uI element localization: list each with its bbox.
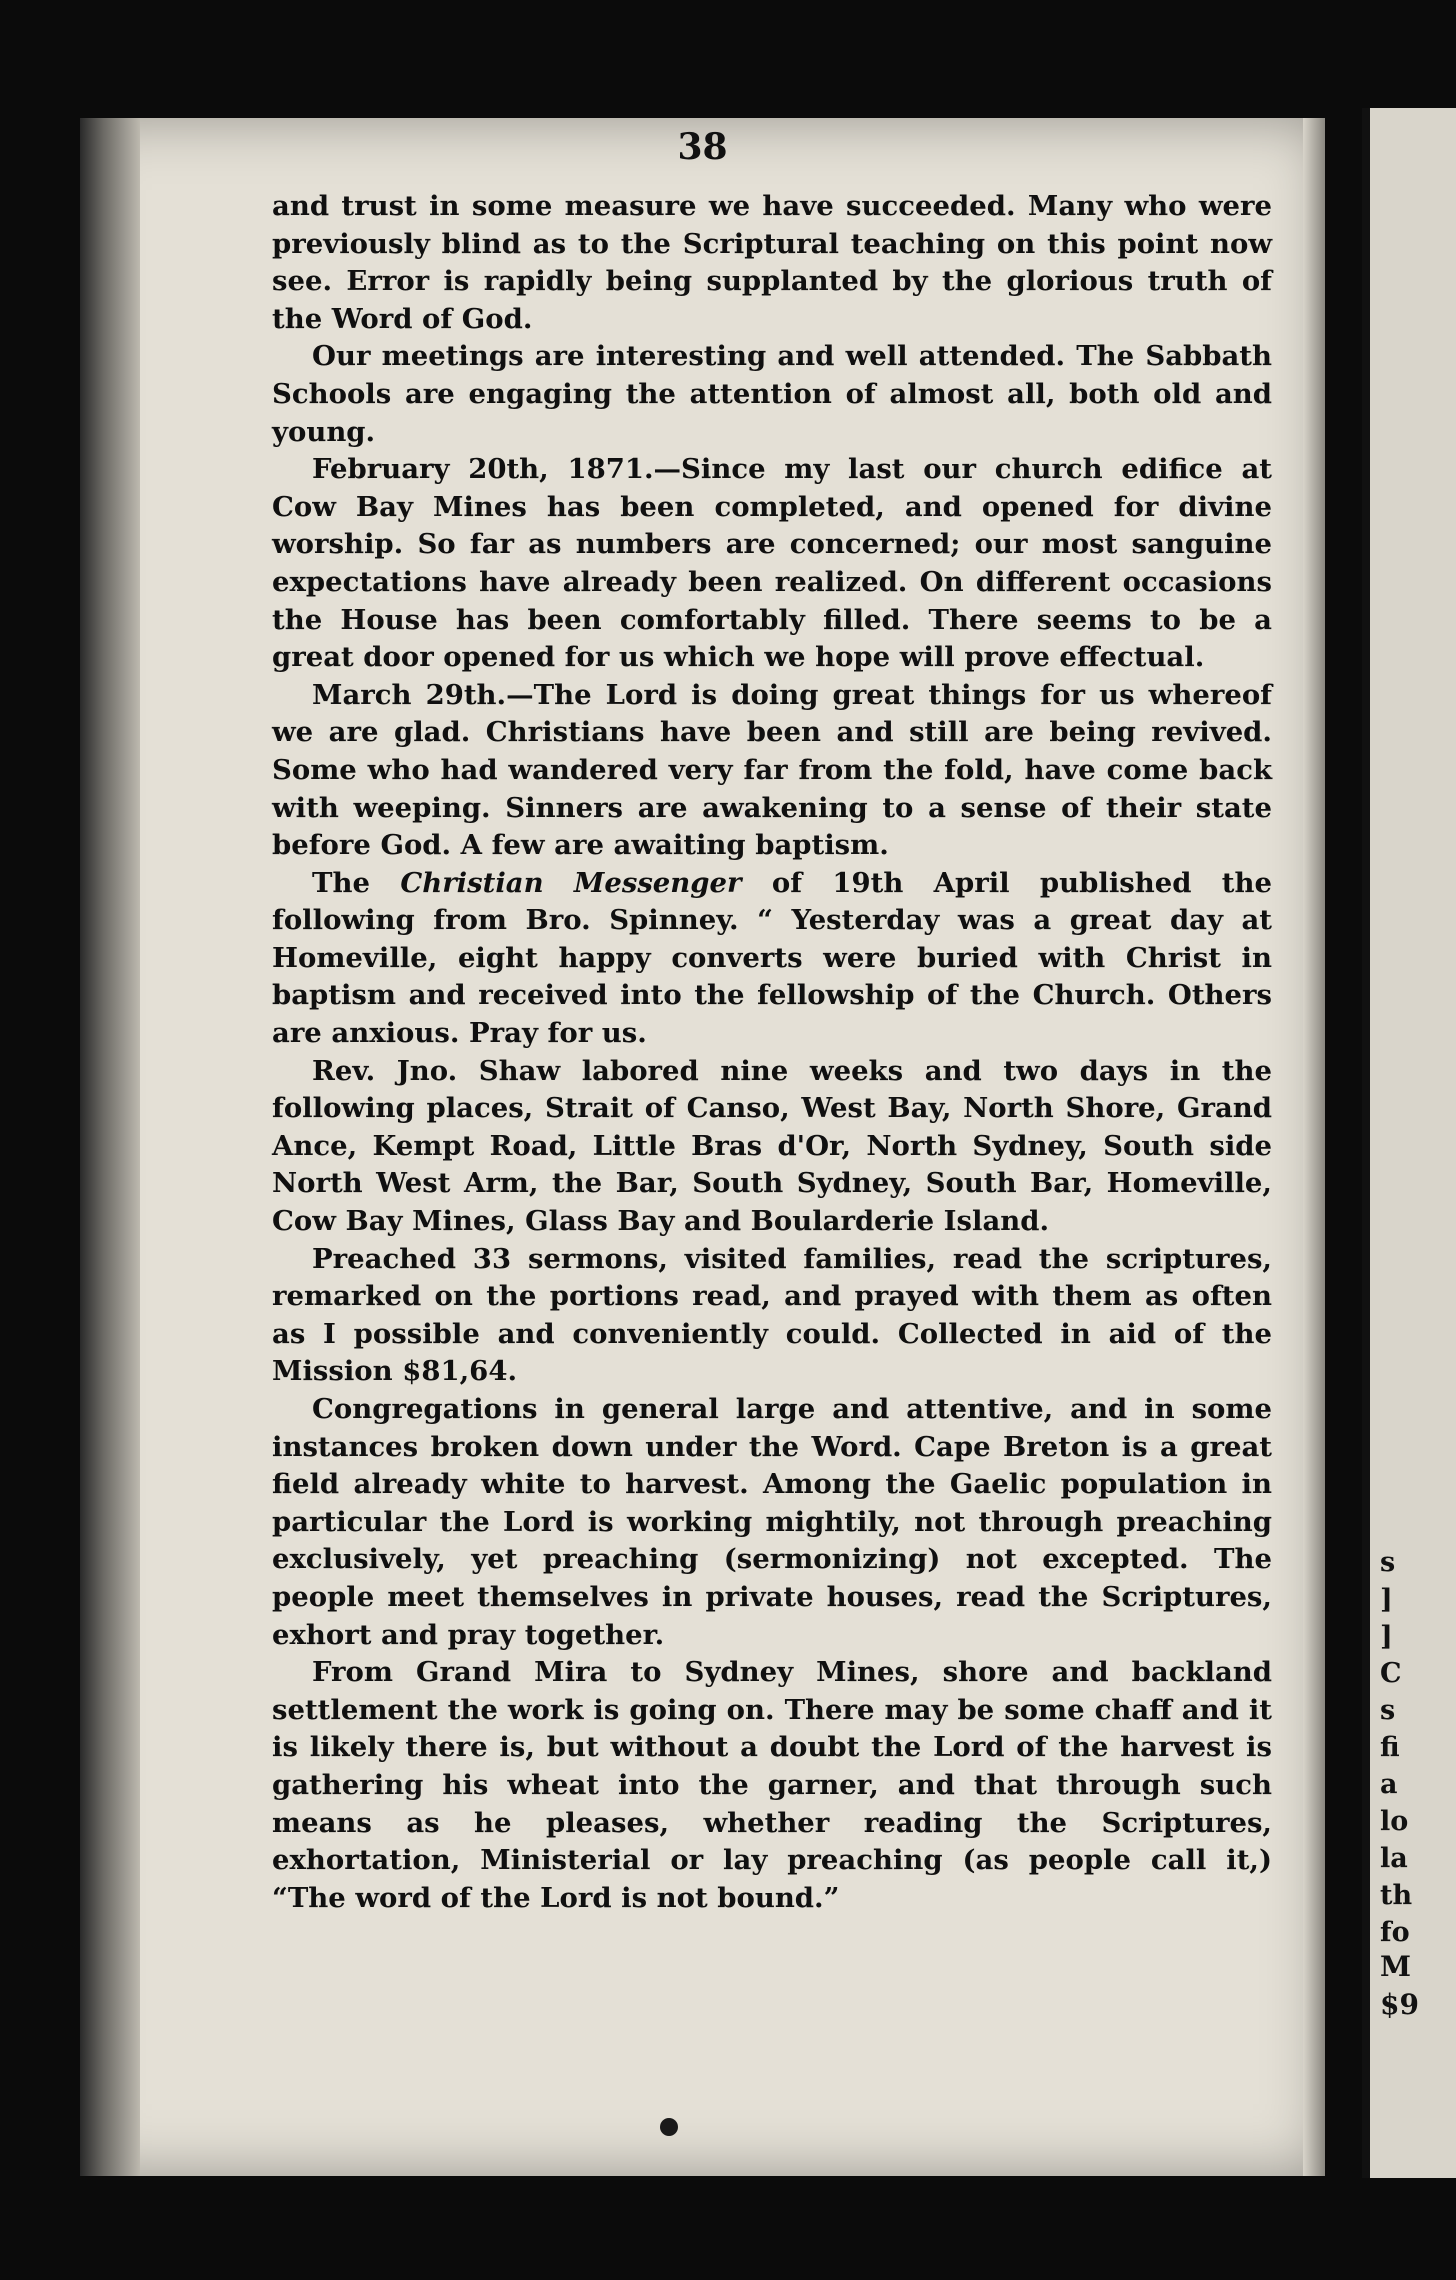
book-page <box>80 118 1325 2176</box>
paragraph: Congregations in general large and attentive, and in some instances broken down under the Word. Cape Breton is a great field already white to harvest. Among the Gaelic population in particular the Lord is working mightily, not through preaching exclusively, yet preaching (sermonizing) not excepted. The people meet themselves in private houses, read the Scriptures, exhort and pray together. <box>272 1393 1272 1651</box>
paragraph-messenger-after: of 19th April published the following from Bro. Spinney. “ Yesterday was a great day at Homeville, eight happy converts were buried with Christ in baptism and received into the fellowship of the Church. Others are anxious. Pray for us. <box>272 866 1273 1050</box>
fragment: a <box>1380 1769 1398 1800</box>
fragment: ] <box>1380 1621 1393 1652</box>
fragment: ] <box>1380 1584 1393 1615</box>
paragraph: Preached 33 sermons, visited families, read the scriptures, remarked on the portions read, and prayed with them as often as I possible and conveniently could. Collected in aid of the Mission $81,64. <box>272 1242 1272 1388</box>
paragraph: March 29th.—The Lord is doing great things for us whereof we are glad. Christians have been and still are being revived. Some who had wandered very far from the fold, have come back with weeping. Sinners are awakening to a sense of their state before God. A few are awaiting baptism. <box>272 678 1272 862</box>
paragraph: February 20th, 1871.—Since my last our church edifice at Cow Bay Mines has been completed, and opened for divine worship. So far as numbers are concerned; our most sanguine expectations have already been realized. On different occasions the House has been comfortably filled. There seems to be a great door opened for us which we hope will prove effectual. <box>272 453 1272 674</box>
fragment: fo <box>1380 1917 1410 1948</box>
adjacent-page-strip <box>1362 108 1456 2178</box>
paragraph: Rev. Jno. Shaw labored nine weeks and two days in the following places, Strait of Canso, West Bay, North Shore, Grand Ance, Kempt Road, Little Bras d'Or, North Sydney, South side North West Arm, the Bar, South Sydney, South Bar, Homeville, Cow Bay Mines, Glass Bay and Boularderie Island. <box>272 1054 1272 1238</box>
paragraph-messenger <box>272 865 1272 1053</box>
binding-hole <box>660 2118 678 2136</box>
page-body-text <box>272 188 1272 1917</box>
fragment: $9 <box>1380 1988 1419 2021</box>
fragment: th <box>1380 1880 1413 1911</box>
fragment: C <box>1380 1658 1402 1689</box>
paragraph-messenger-before: The <box>312 866 370 899</box>
periodical-title: Christian Messenger <box>400 866 742 899</box>
paragraph: From Grand Mira to Sydney Mines, shore and backland settlement the work is going on. There may be some chaff and it is likely there is, but without a doubt the Lord of the harvest is gathering his wheat into the garner, and that through such means as he pleases, whether reading the Scriptures, exhortation, Ministerial or lay preaching (as people call it,) “The word of the Lord is not bound.” <box>272 1656 1272 1914</box>
fragment: M <box>1380 1950 1411 1983</box>
adjacent-page-tail <box>1380 1948 1419 2024</box>
fragment: s <box>1380 1695 1396 1726</box>
adjacent-page-fragments <box>1380 1544 1412 1951</box>
page-number: 38 <box>677 126 728 168</box>
fragment: la <box>1380 1843 1408 1874</box>
page-gutter <box>1362 108 1370 2178</box>
fragment: fi <box>1380 1732 1400 1763</box>
paragraph: Our meetings are interesting and well attended. The Sabbath Schools are engaging the attention of almost all, both old and young. <box>272 340 1272 448</box>
fragment: lo <box>1380 1806 1409 1837</box>
paragraph: and trust in some measure we have succeeded. Many who were previously blind as to the Scriptural teaching on this point now see. Error is rapidly being supplanted by the glorious truth of the Word of God. <box>272 190 1272 335</box>
fragment: s <box>1380 1547 1396 1578</box>
